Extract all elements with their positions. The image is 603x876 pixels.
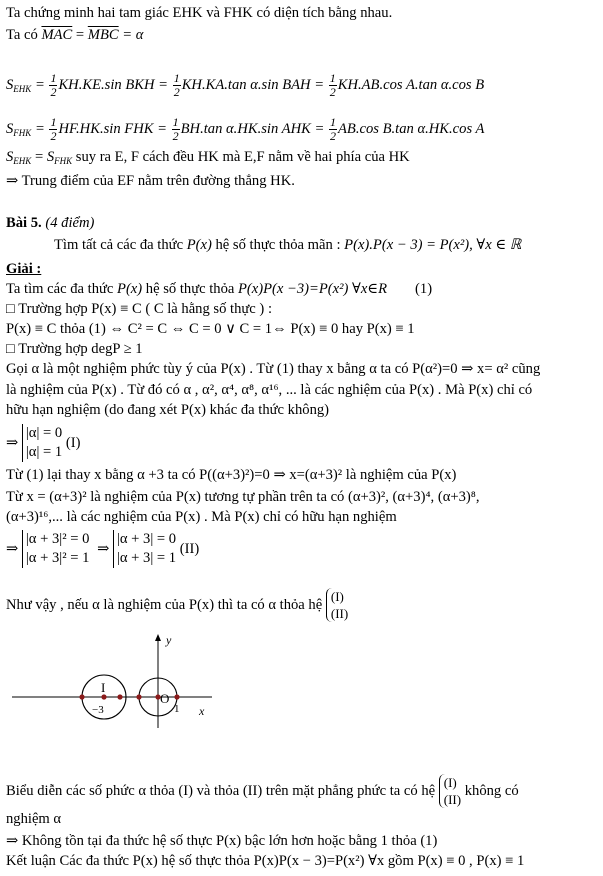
line-root-powers: là nghiệm của P(x) . Từ đó có α , α², α⁴, α⁸, α¹⁶, ... là các nghiệm của P(x) . Mà P(x) chỉ có (6, 382, 533, 398)
text: KH.KA.tan α.sin BAH = (181, 76, 328, 93)
condition: |α| = 0 (25, 425, 63, 441)
text: = (31, 149, 47, 165)
text: P(x) (186, 237, 212, 253)
fraction-half (329, 72, 337, 99)
text: P(x)P(x −3)=P(x²) ∀x∈R (238, 281, 388, 297)
brace-system (439, 774, 461, 808)
fraction-half (329, 116, 337, 143)
denominator: 2 (173, 85, 180, 99)
line-substitute-alpha3: Từ (1) lại thay x bằng α +3 ta có P((α+3)²)=0 ⇒ x=(α+3)² là nghiệm của P(x) (6, 467, 457, 483)
system-tag: (II) (179, 541, 200, 557)
point-one (174, 694, 179, 699)
line-area-ehk (6, 72, 484, 99)
s-symbol: S (6, 76, 14, 93)
system-ref: (I) (443, 775, 457, 790)
condition: |α + 3|² = 0 (25, 531, 90, 547)
text: P(x) (117, 281, 143, 297)
problem-statement (54, 236, 521, 254)
subscript: EHK (13, 83, 32, 94)
bracket-or (22, 530, 90, 568)
line-no-polynomial: ⇒ Không tồn tại đa thức hệ số thực P(x) bậc lớn hơn hoặc bằng 1 thỏa (1) (6, 833, 438, 849)
line-final-conclusion: Kết luận Các đa thức P(x) hệ số thực thỏa P(x)P(x − 3)=P(x²) ∀x gồm P(x) ≡ 0 , P(x) ≡ 1 (6, 853, 525, 869)
text: Ta tìm các đa thức (6, 281, 118, 297)
system-ref: (I) (330, 589, 344, 604)
line-area-fhk (6, 116, 484, 143)
line-no-root: nghiệm α (6, 811, 62, 827)
case-degree: □ Trường hợp degP ≥ 1 (6, 341, 143, 357)
text: hệ số thực thỏa mãn : (211, 237, 345, 253)
subscript: FHK (13, 127, 32, 138)
numerator: 1 (330, 115, 336, 129)
numerator: 1 (173, 71, 180, 85)
s-symbol: S (6, 149, 14, 165)
exercise-heading (6, 214, 94, 232)
angle-mbc: $\overline{MBC}$ (87, 27, 119, 43)
exercise-points: (4 điểm) (45, 215, 95, 231)
text: Như vậy , nếu α là nghiệm của P(x) thì ta có α thỏa hệ (6, 597, 323, 613)
numerator: 1 (329, 71, 336, 85)
system-ref: (II) (330, 606, 349, 621)
label-I: I (101, 680, 106, 695)
exercise-title: Bài 5. (6, 215, 42, 231)
numerator: 1 (50, 71, 57, 85)
text: không có (464, 783, 519, 799)
s-symbol: S (6, 120, 14, 137)
numerator: 1 (50, 115, 57, 129)
text: HF.HK.sin FHK = (58, 120, 171, 137)
case-constant-result: P(x) ≡ C thỏa (1) ⇔ C² = C ⇔ C = 0 ∨ C = 1⇔ P(x) ≡ 0 hay P(x) ≡ 1 (6, 321, 415, 337)
label-minus-3: −3 (92, 704, 104, 716)
bracket-or (113, 530, 176, 568)
denominator: 2 (329, 85, 336, 99)
fraction-half (173, 72, 181, 99)
denominator: 2 (172, 129, 179, 143)
line-root-alpha: Gọi α là một nghiệm phức tùy ý của P(x) . Từ (1) thay x bằng α ta có P(α²)=0 ⇒ x= α² cũng (6, 361, 541, 377)
system-I (6, 424, 80, 462)
y-axis-arrow (155, 634, 161, 641)
case-constant: □ Trường hợp P(x) ≡ C ( C là hằng số thực ) : (6, 301, 272, 317)
point-I (101, 694, 106, 699)
text: = (31, 120, 49, 137)
text: = (31, 76, 49, 93)
x-label: x (199, 704, 205, 718)
label-O: O (160, 691, 170, 706)
line-proof-intro: Ta chứng minh hai tam giác EHK và FHK có diện tích bằng nhau. (6, 5, 393, 21)
line-conclusion-hk: ⇒ Trung điểm của EF nằm trên đường thẳng HK. (6, 173, 295, 189)
line-angle-equality (6, 26, 143, 44)
numerator: 1 (172, 115, 179, 129)
condition: |α + 3| = 1 (116, 550, 177, 566)
line-find-polynomials (6, 280, 432, 298)
denominator: 2 (50, 85, 57, 99)
subscript: EHK (13, 156, 32, 166)
text: suy ra E, F cách đều HK mà E,F nằm về hai phía của HK (72, 149, 410, 165)
bracket-or (22, 424, 62, 462)
system-tag: (I) (65, 435, 81, 451)
text: Ta có (6, 27, 42, 43)
system-ref: (II) (443, 792, 462, 807)
brace-system (326, 588, 348, 622)
text: Biểu diễn các số phức α thỏa (I) và thỏa (II) trên mặt phẳng phức ta có hệ (6, 783, 436, 799)
system-II (6, 530, 199, 568)
y-label: y (166, 633, 172, 647)
text: = (72, 27, 88, 43)
implies-symbol: ⇒ (6, 541, 19, 557)
implies-symbol: ⇒ (6, 435, 19, 451)
text: KH.AB.cos A.tan α.cos B (337, 76, 485, 93)
subscript: FHK (54, 156, 73, 166)
fraction-half (49, 72, 57, 99)
line-finite-roots-2: (α+3)¹⁶,... là các nghiệm của P(x) . Mà P(x) chỉ có hữu hạn nghiệm (6, 509, 397, 525)
text: = α (118, 27, 144, 43)
implies-symbol: ⇒ (97, 541, 110, 557)
solution-heading: Giải : (6, 261, 42, 277)
text: hệ số thực thỏa (142, 281, 239, 297)
point-minus-one (136, 694, 141, 699)
s-symbol: S (46, 149, 55, 165)
point-minus-two (117, 694, 122, 699)
line-system-conclusion (6, 588, 348, 622)
complex-plane-figure (0, 628, 220, 732)
point-minus-four (79, 694, 84, 699)
text: Tìm tất cả các đa thức (54, 237, 187, 253)
line-similar-roots: Từ x = (α+3)² là nghiệm của P(x) tương tự phần trên ta có (α+3)², (α+3)⁴, (α+3)⁸, (6, 489, 480, 505)
text: KH.KE.sin BKH = (58, 76, 172, 93)
line-area-equal (6, 148, 410, 170)
condition: |α + 3|² = 1 (25, 550, 90, 566)
label-1: 1 (174, 703, 180, 715)
angle-mac: $\overline{MAC}$ (41, 27, 73, 43)
line-finite-roots: hữu hạn nghiệm (do đang xét P(x) khác đa thức không) (6, 402, 330, 418)
fraction-half (49, 116, 57, 143)
line-represent (6, 774, 519, 808)
functional-equation: P(x).P(x − 3) = P(x²), ∀x ∈ ℝ (344, 237, 522, 253)
condition: |α| = 1 (25, 444, 63, 460)
denominator: 2 (330, 129, 336, 143)
equation-tag: (1) (415, 281, 433, 297)
denominator: 2 (50, 129, 57, 143)
condition: |α + 3| = 0 (116, 531, 177, 547)
text: BH.tan α.HK.sin AHK = (180, 120, 328, 137)
text: AB.cos B.tan α.HK.cos A (338, 120, 485, 137)
fraction-half (172, 116, 180, 143)
